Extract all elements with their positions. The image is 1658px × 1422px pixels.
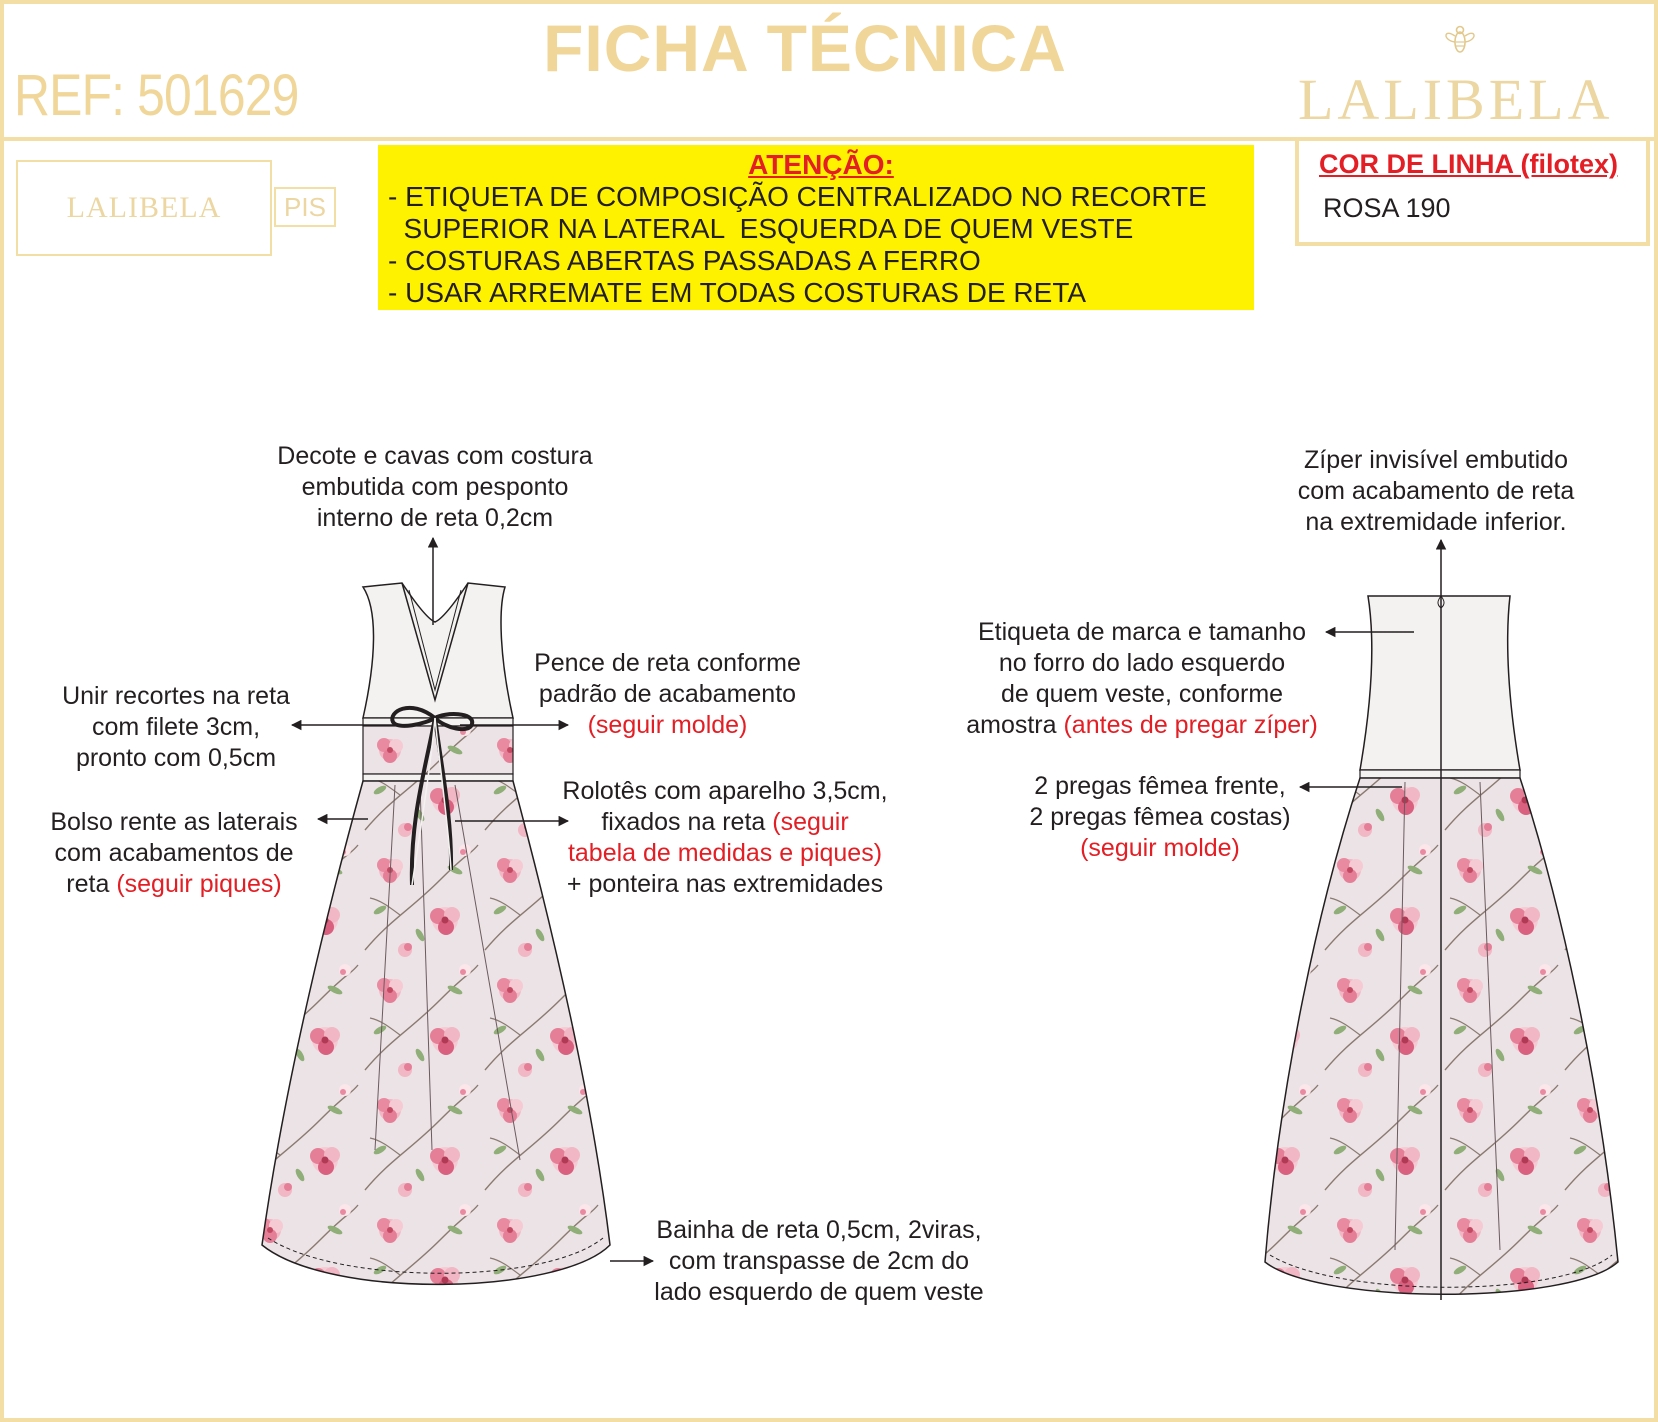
note-line: Unir recortes na reta xyxy=(62,682,290,710)
note-line: Rolotês com aparelho 3,5cm, xyxy=(562,777,888,805)
warning-line: - USAR ARREMATE EM TODAS COSTURAS DE RETA xyxy=(388,277,1087,308)
note-rolotes xyxy=(548,776,902,900)
note-recortes xyxy=(46,681,306,774)
note-etiqueta xyxy=(946,617,1338,741)
note-line: Bolso rente as laterais xyxy=(50,808,298,836)
note-bolso xyxy=(36,807,312,900)
note-pence xyxy=(520,648,815,741)
note-bainha xyxy=(638,1215,1000,1308)
thread-color-title: COR DE LINHA (filotex) xyxy=(1319,149,1618,179)
warning-line: SUPERIOR NA LATERAL ESQUERDA DE QUEM VESTE xyxy=(388,213,1134,244)
note-line: na extremidade inferior. xyxy=(1305,508,1567,536)
note-line: Etiqueta de marca e tamanho xyxy=(978,618,1306,646)
note-pregas xyxy=(1010,771,1310,864)
note-line: lado esquerdo de quem veste xyxy=(654,1278,984,1306)
brand-logo: LALIBELA xyxy=(1298,67,1614,132)
note-line: embutida com pesponto xyxy=(301,473,569,501)
note-line: com transpasse de 2cm do xyxy=(668,1247,970,1275)
note-line: (seguir molde) xyxy=(587,711,748,739)
note-text-red: (seguir xyxy=(772,808,849,836)
note-line xyxy=(946,710,1338,741)
note-neckline xyxy=(262,441,608,534)
label-brand-box: LALIBELA xyxy=(16,160,272,256)
thread-color-value: ROSA 190 xyxy=(1323,193,1451,223)
warning-title: ATENÇÃO: xyxy=(748,149,894,180)
note-line: Pence de reta conforme xyxy=(534,649,801,677)
note-line: de quem veste, conforme xyxy=(1000,680,1284,708)
note-line: interno de reta 0,2cm xyxy=(316,504,554,532)
note-line: 2 pregas fêmea costas) xyxy=(1029,803,1291,831)
reference-code: REF: 501629 xyxy=(14,63,299,128)
note-line: tabela de medidas e piques) xyxy=(567,839,883,867)
note-text: amostra xyxy=(966,711,1064,739)
note-line: (seguir molde) xyxy=(1080,834,1240,862)
note-line: 2 pregas fêmea frente, xyxy=(1034,772,1286,800)
note-ziper xyxy=(1280,445,1592,538)
warning-line: - ETIQUETA DE COMPOSIÇÃO CENTRALIZADO NO RECORTE xyxy=(388,181,1207,212)
note-line: com acabamento de reta xyxy=(1297,477,1575,505)
note-line: no forro do lado esquerdo xyxy=(998,649,1286,677)
note-line: com acabamentos de xyxy=(54,839,294,867)
note-text: fixados na reta xyxy=(601,808,773,836)
note-line: Bainha de reta 0,5cm, 2viras, xyxy=(656,1216,982,1244)
note-line: Decote e cavas com costura xyxy=(277,442,593,470)
note-line xyxy=(36,869,312,900)
note-line xyxy=(548,807,902,838)
label-tag-box: PIS xyxy=(274,187,336,227)
warning-line: - COSTURAS ABERTAS PASSADAS A FERRO xyxy=(388,245,981,276)
note-text-red: (antes de pregar zíper) xyxy=(1063,711,1318,739)
note-line: padrão de acabamento xyxy=(538,680,797,708)
page-title: FICHA TÉCNICA xyxy=(543,11,1067,85)
note-line: Zíper invisível embutido xyxy=(1303,446,1568,474)
note-text-red: (seguir piques) xyxy=(116,870,282,898)
note-line: com filete 3cm, xyxy=(91,713,261,741)
note-line: + ponteira nas extremidades xyxy=(566,870,884,898)
note-line: pronto com 0,5cm xyxy=(75,744,277,772)
note-text: reta xyxy=(66,870,117,898)
